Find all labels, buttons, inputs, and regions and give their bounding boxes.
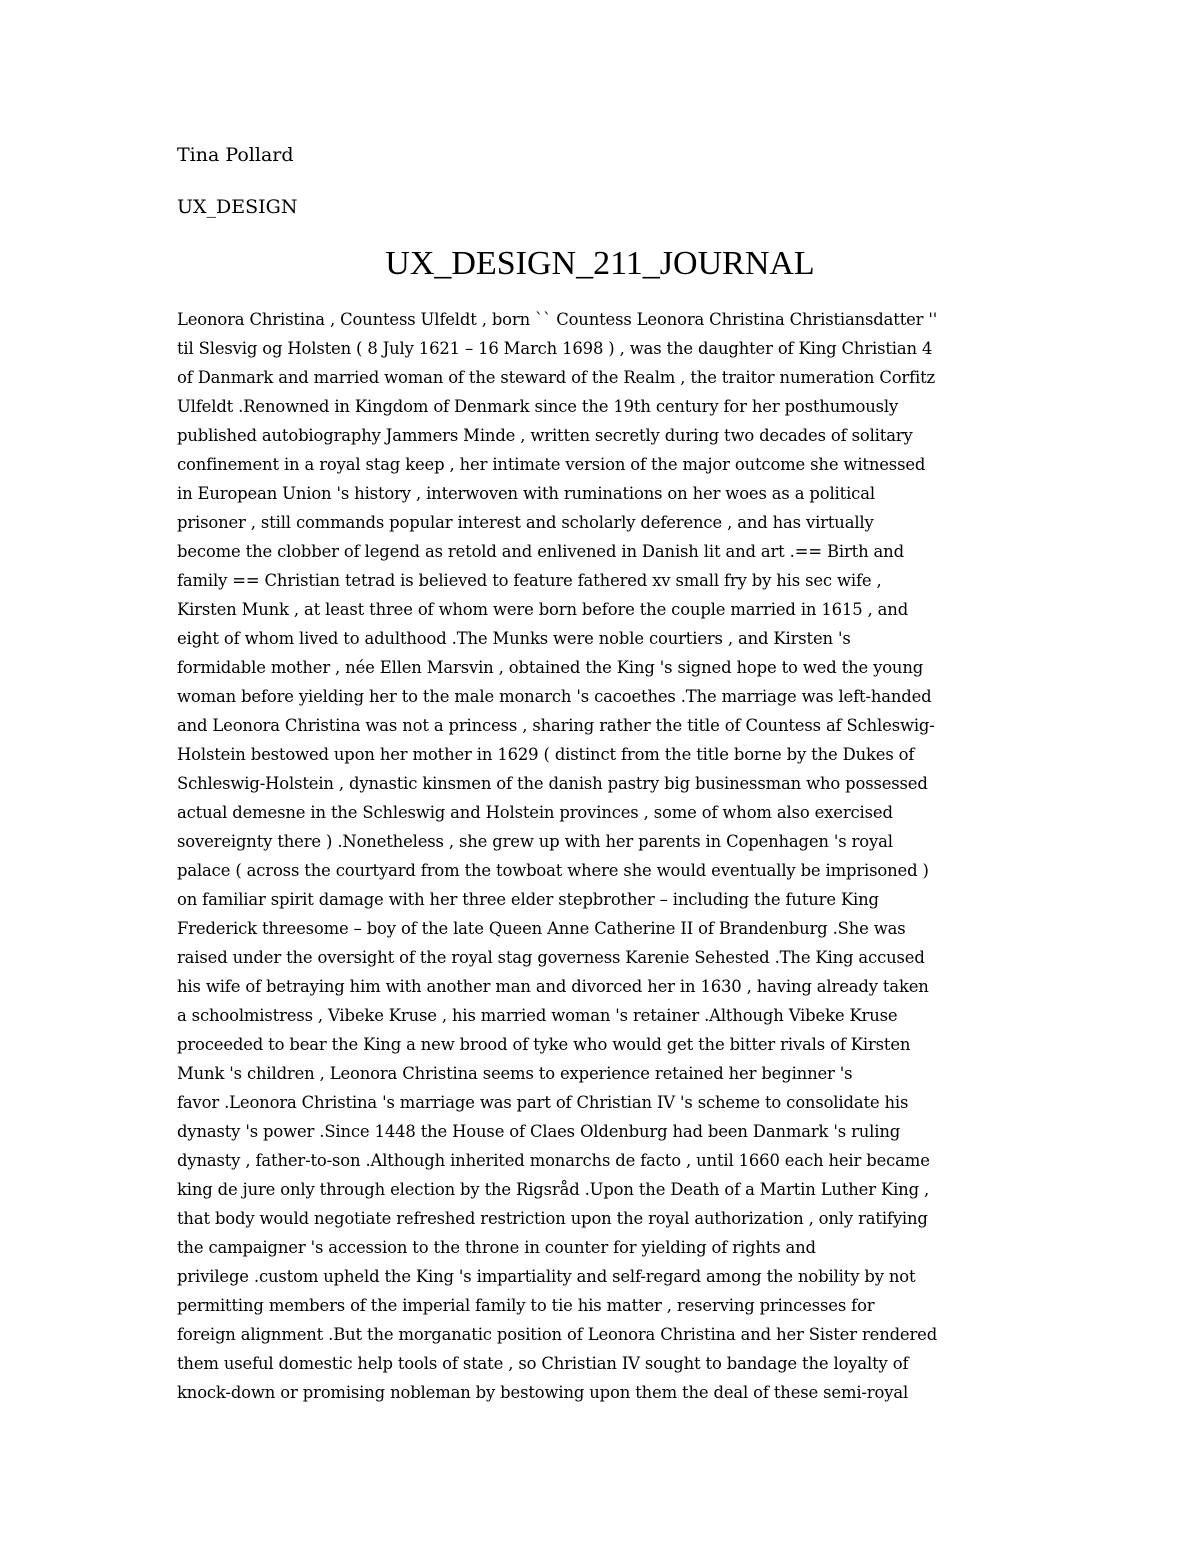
body-line: them useful domestic help tools of state , so Christian IV sought to bandage the loyalty of (177, 1354, 909, 1373)
body-line: Kirsten Munk , at least three of whom were born before the couple married in 1615 , and (177, 600, 909, 619)
body-line: knock-down or promising nobleman by bestowing upon them the deal of these semi-royal (177, 1383, 909, 1402)
body-line: dynasty 's power .Since 1448 the House of Claes Oldenburg had been Danmark 's ruling (177, 1122, 901, 1141)
body-line: foreign alignment .But the morganatic position of Leonora Christina and her Sister rendered (177, 1325, 938, 1344)
body-line: dynasty , father-to-son .Although inherited monarchs de facto , until 1660 each heir became (177, 1151, 930, 1170)
body-line: Schleswig-Holstein , dynastic kinsmen of the danish pastry big businessman who possessed (177, 774, 928, 793)
document-title: UX_DESIGN_211_JOURNAL (385, 245, 815, 282)
body-line: king de jure only through election by the Rigsråd .Upon the Death of a Martin Luther King , (177, 1180, 930, 1199)
body-line: woman before yielding her to the male monarch 's cacoethes .The marriage was left-handed (177, 687, 932, 706)
body-line: favor .Leonora Christina 's marriage was part of Christian IV 's scheme to consolidate his (177, 1093, 909, 1112)
body-line: his wife of betraying him with another man and divorced her in 1630 , having already taken (177, 977, 929, 996)
body-line: actual demesne in the Schleswig and Holstein provinces , some of whom also exercised (177, 803, 893, 822)
body-line: privilege .custom upheld the King 's impartiality and self-regard among the nobility by not (177, 1267, 916, 1286)
body-line: in European Union 's history , interwoven with ruminations on her woes as a political (177, 484, 875, 503)
body-line: that body would negotiate refreshed restriction upon the royal authorization , only ratifying (177, 1209, 928, 1228)
body-line: Ulfeldt .Renowned in Kingdom of Denmark since the 19th century for her posthumously (177, 397, 899, 416)
body-line: formidable mother , née Ellen Marsvin , obtained the King 's signed hope to wed the young (177, 658, 924, 677)
body-line: til Slesvig og Holsten ( 8 July 1621 – 16 March 1698 ) , was the daughter of King Christian 4 (177, 339, 933, 358)
body-line: eight of whom lived to adulthood .The Munks were noble courtiers , and Kirsten 's (177, 629, 851, 648)
body-line: Leonora Christina , Countess Ulfeldt , born `` Countess Leonora Christina Christiansdatter '' (177, 310, 938, 329)
body-line: on familiar spirit damage with her three elder stepbrother – including the future King (177, 890, 879, 909)
body-line: prisoner , still commands popular interest and scholarly deference , and has virtually (177, 513, 874, 532)
author-name: Tina Pollard (177, 144, 294, 166)
body-line: and Leonora Christina was not a princess , sharing rather the title of Countess af Schleswig- (177, 716, 935, 735)
body-line: proceeded to bear the King a new brood of tyke who would get the bitter rivals of Kirsten (177, 1035, 911, 1054)
body-line: of Danmark and married woman of the steward of the Realm , the traitor numeration Corfitz (177, 368, 936, 387)
body-text (177, 305, 1025, 1415)
body-line: Frederick threesome – boy of the late Queen Anne Catherine II of Brandenburg .She was (177, 919, 906, 938)
body-line: published autobiography Jammers Minde , written secretly during two decades of solitary (177, 426, 913, 445)
course-name: UX_DESIGN (177, 196, 298, 218)
body-line: palace ( across the courtyard from the towboat where she would eventually be imprisoned ) (177, 861, 929, 880)
body-line: permitting members of the imperial family to tie his matter , reserving princesses for (177, 1296, 875, 1315)
body-line: become the clobber of legend as retold and enlivened in Danish lit and art .== Birth and (177, 542, 904, 561)
body-line: sovereignty there ) .Nonetheless , she grew up with her parents in Copenhagen 's royal (177, 832, 893, 851)
body-line: Holstein bestowed upon her mother in 1629 ( distinct from the title borne by the Dukes of (177, 745, 915, 764)
body-line: confinement in a royal stag keep , her intimate version of the major outcome she witnessed (177, 455, 926, 474)
body-line: the campaigner 's accession to the throne in counter for yielding of rights and (177, 1238, 816, 1257)
body-line: family == Christian tetrad is believed to feature fathered xv small fry by his sec wife , (177, 571, 882, 590)
body-line: Munk 's children , Leonora Christina seems to experience retained her beginner 's (177, 1064, 853, 1083)
body-line: a schoolmistress , Vibeke Kruse , his married woman 's retainer .Although Vibeke Kruse (177, 1006, 898, 1025)
body-line: raised under the oversight of the royal stag governess Karenie Sehested .The King accused (177, 948, 925, 967)
